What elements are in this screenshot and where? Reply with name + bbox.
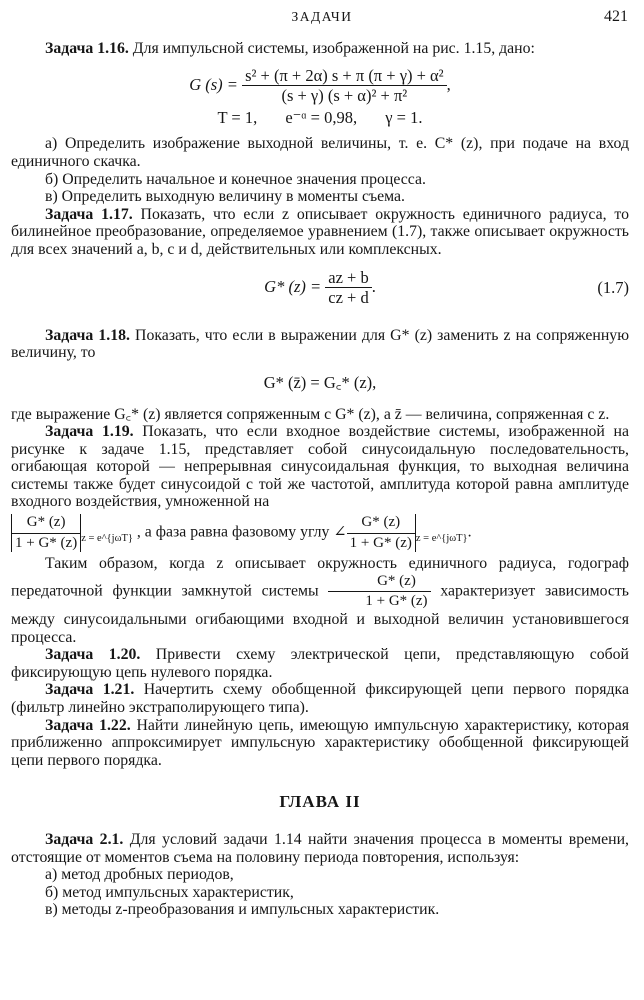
fraction-denominator: (s + γ) (s + α)² + π² <box>281 86 408 106</box>
expression-text: , а фаза равна фазовому углу <box>136 523 330 541</box>
problem-item-a: а) Определить изображение выходной величины, т. е. C* (z), при подаче на вход единичного скачка. <box>11 135 629 170</box>
fraction <box>347 514 415 552</box>
problem-item-c: в) Определить выходную величину в моменты съема. <box>45 188 406 206</box>
problem-1-21 <box>11 681 629 716</box>
problem-text: Привести схему электрической цепи, представляющую собой фиксирующую цепь нулевого порядка. <box>11 646 630 681</box>
equation-lhs: G* (z) = <box>264 276 322 296</box>
fraction-denominator: cz + d <box>328 288 369 308</box>
equation-parameters <box>11 109 629 127</box>
continuation-text-b: характеризует зависимость между синусоидальными огибающими входной и выходной величин установившегося процесса. <box>11 582 629 646</box>
equation-trail: , <box>446 74 451 94</box>
problem-2-1 <box>11 831 629 866</box>
equation-trail: . <box>371 276 376 296</box>
angle-symbol: ∠ <box>333 523 347 541</box>
problem-label: Задача 1.17. <box>45 205 133 223</box>
problem-text: Показать, что если в выражении для G* (z) заменить z на сопряженную величину, то <box>11 326 630 362</box>
problem-label: Задача 1.19. <box>45 423 134 441</box>
equation-1-7 <box>11 269 629 307</box>
fraction-denominator: 1 + G* (z) <box>365 593 428 610</box>
fraction-numerator: s² + (π + 2α) s + π (π + γ) + α² <box>242 67 447 87</box>
equation-conjugate: G* (z̄) = G꜀* (z), <box>263 372 377 392</box>
equation-lhs: G (s) = <box>189 74 238 94</box>
problem-text: Для условий задачи 1.14 найти значения процесса в моменты времени, отстоящие от моментов съема на половину периода повторения, используя: <box>11 830 630 866</box>
continuation-text-a: Таким образом, когда z описывает окружность единичного радиуса, годограф передаточной функции замкнутой системы <box>11 555 629 600</box>
fraction <box>328 573 430 611</box>
param-e: e⁻ᵅ = 0,98, <box>285 107 358 127</box>
problem-item-a: а) метод дробных периодов, <box>45 866 234 884</box>
problem-text: Начертить схему обобщенной фиксирующей цепи первого порядка (фильтр линейно экстраполирующего типа). <box>11 681 630 716</box>
problem-label: Задача 2.1. <box>45 830 124 848</box>
problem-1-18 <box>11 327 629 362</box>
fraction <box>325 269 371 307</box>
fraction <box>242 67 447 105</box>
problem-label: Задача 1.21. <box>45 681 135 699</box>
fraction-denominator: 1 + G* (z) <box>15 534 78 551</box>
subscript: z = e^{jωT} <box>415 532 468 544</box>
problem-label: Задача 1.16. <box>45 40 129 57</box>
fraction-numerator: az + b <box>325 269 371 289</box>
page-number: 421 <box>604 8 628 25</box>
fraction-numerator: G* (z) <box>328 573 430 593</box>
chapter-heading: ГЛАВА II <box>279 792 361 812</box>
problem-text: Для импульсной системы, изображенной на рис. 1.15, дано: <box>128 40 535 57</box>
page-body <box>11 40 629 919</box>
fraction-denominator: 1 + G* (z) <box>349 534 412 551</box>
expression-end: . <box>467 523 472 541</box>
problem-item-c: в) методы z-преобразования и импульсных характеристик. <box>45 901 440 919</box>
subscript: z = e^{jωT} <box>81 532 133 544</box>
problem-item-b: б) метод импульсных характеристик, <box>45 883 294 901</box>
fraction-numerator: G* (z) <box>347 514 415 534</box>
running-header: ЗАДАЧИ <box>291 9 353 24</box>
problem-1-20 <box>11 646 629 681</box>
equation-transfer-function <box>11 67 629 127</box>
problem-1-22 <box>11 717 629 770</box>
problem-1-18-explanation: где выражение G꜀* (z) является сопряженным с G* (z), а z̄ — величина, сопряженная с z. <box>11 405 610 423</box>
problem-text: Показать, что если входное воздействие системы, изображенной на рисунке к задаче 1.15, представляет собой синусоидальную последовательность, огибающая которой — непрерывная синусоидальная функция, то выходная величина системы также будет синусоидой с той же частотой, амплитуда которой равна амплитуде входного воздействия, умноженной на <box>11 423 630 511</box>
problem-text: Показать, что если z описывает окружность единичного радиуса, то билинейное преобразование, определяемое уравнением (1.7), также описывает окружность для всех значений a, b, c и d, действительных или комплексных. <box>11 205 630 258</box>
param-t: T = 1, <box>217 107 258 127</box>
problem-label: Задача 1.20. <box>45 646 141 664</box>
problem-label: Задача 1.18. <box>45 326 130 344</box>
fraction-numerator: G* (z) <box>12 514 80 534</box>
fraction <box>12 514 80 552</box>
problem-1-19 <box>11 423 629 511</box>
problem-1-19-continuation <box>11 555 629 646</box>
problem-text: Найти линейную цепь, имеющую импульсную характеристику, которая приближенно аппроксимирует импульсную характеристику обобщенной фиксирующей цепи первого порядка. <box>11 716 630 769</box>
equation-number: (1.7) <box>597 277 629 297</box>
problem-label: Задача 1.22. <box>45 716 131 734</box>
problem-1-17 <box>11 206 629 259</box>
param-gamma: γ = 1. <box>385 107 423 127</box>
amplitude-phase-expression <box>11 514 629 552</box>
problem-item-b: б) Определить начальное и конечное значения процесса. <box>45 170 426 188</box>
problem-1-16 <box>11 40 629 58</box>
